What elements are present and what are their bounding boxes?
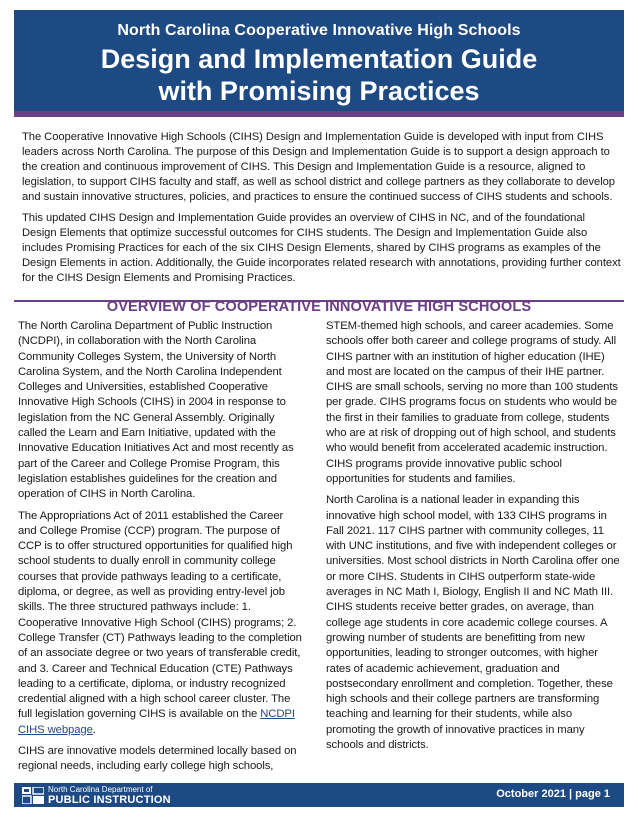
left-paragraph-1: The North Carolina Department of Public Instruction (NCDPI), in collaboration with the North Carolina Community Colleges System, the University of North Carolina System, and the North Carolina Independent Colleges and Universities, established Cooperative Innovative High Schools (CIHS) in 2004 in response to legislation from the NC General Assembly. Originally called the Learn and Earn Initiative, updated with the Innovative Education Initiatives Act and most recently as part of the Career and College Promise Program, this legislation establishes guidelines for the creation and operation of CIHS in North Carolina. <box>18 320 294 501</box>
left-column <box>18 319 304 781</box>
intro-section <box>22 130 622 292</box>
banner-subtitle: North Carolina Cooperative Innovative High Schools <box>117 22 521 39</box>
banner-title-line-2: with Promising Practices <box>158 76 480 106</box>
footer-bar <box>14 783 624 807</box>
right-paragraph-2: North Carolina is a national leader in expanding this innovative high school model, with 133 CIHS programs in Fall 2021. 117 CIHS partner with community colleges, 11 with UNC institutions, and five with independent colleges or universities. Most school districts in North Carolina offer one or more CIHS. Students in CIHS outperform state-wide averages in NC Math I, Biology, English II and NC Math III. CIHS students receive better grades, on average, than college age students in core academic college courses. A growing number of students are benefitting from new opportunities, leading to stronger outcomes, with higher rates of academic achievement, graduation and postsecondary enrollment and completion. Together, these high schools and their college partners are transforming teaching and learning for their students, while also promoting the growth of innovative practices in many schools and districts. <box>326 494 620 752</box>
intro-paragraph-2: This updated CIHS Design and Implementation Guide provides an overview of CIHS in NC, and of the foundational Design Elements that optimize successful outcomes for CIHS students. The Design and Implementation Guide also includes Promising Practices for each of the six CIHS Design Elements, shared by CIHS programs as examples of the Design Elements in action. Additionally, the Guide incorporates related research with annotations, providing further context for the CIHS Design Elements and Promising Practices. <box>22 212 621 284</box>
right-column <box>326 319 620 759</box>
left-paragraph-2 <box>18 509 304 738</box>
section-heading: OVERVIEW OF COOPERATIVE INNOVATIVE HIGH SCHOOLS <box>106 299 532 315</box>
footer-department-line: North Carolina Department of <box>48 785 153 794</box>
ncdpi-cihs-webpage-link[interactable]: NCDPI CIHS webpage <box>18 708 295 736</box>
left-paragraph-2-end: . <box>92 723 96 736</box>
ncdpi-logo-icon <box>22 787 44 804</box>
left-paragraph-2-text: The Appropriations Act of 2011 established the Career and College Promise (CCP) program. The purpose of CCP is to offer structured opportunities for qualified high school students to dually enroll in community college courses that provide pathways leading to a certificate, diploma, or degree, as well as providing entry-level job skills. The three structured pathways include: 1. Cooperative Innovative High School (CIHS) programs; 2. College Transfer (CT) Pathways leading to the completion of an associate degree or two years of transferable credit, and 3. Career and Technical Education (CTE) Pathways leading to a certificate, diploma, or industry recognized credential aligned with a high school career cluster. The full legislation governing CIHS is available on the <box>18 509 302 721</box>
title-banner <box>14 10 624 111</box>
footer-public-instruction: PUBLIC INSTRUCTION <box>48 794 171 806</box>
intro-paragraph-1: The Cooperative Innovative High Schools (CIHS) Design and Implementation Guide is developed with input from CIHS leaders across North Carolina. The purpose of this Design and Implementation Guide is to support a design approach to the creation and continuous improvement of CIHS. This Design and Implementation Guide is a resource, aligned to legislation, to support CIHS faculty and staff, as well as school district and college partners as they collaborate to develop and sustain innovative structures, policies, and practices to ensure the continued success of CIHS students and schools. <box>22 131 615 203</box>
footer-page-label: October 2021 | page 1 <box>496 788 610 800</box>
left-paragraph-3: CIHS are innovative models determined locally based on regional needs, including early college high schools, <box>18 745 297 773</box>
banner-divider <box>14 111 624 117</box>
right-paragraph-1: STEM-themed high schools, and career academies. Some schools offer both career and college programs of study. All CIHS partner with an institution of higher education (IHE) and most are located on the campus of their IHE partner. CIHS are small schools, serving no more than 100 students per grade. CIHS programs focus on students who would be the first in their families to graduate from college, students who are at risk of dropping out of high school, and students who would benefit from accelerated academic instruction. CIHS programs provide innovative public school opportunities for students and families. <box>326 320 618 485</box>
banner-title-line-1: Design and Implementation Guide <box>100 44 538 74</box>
